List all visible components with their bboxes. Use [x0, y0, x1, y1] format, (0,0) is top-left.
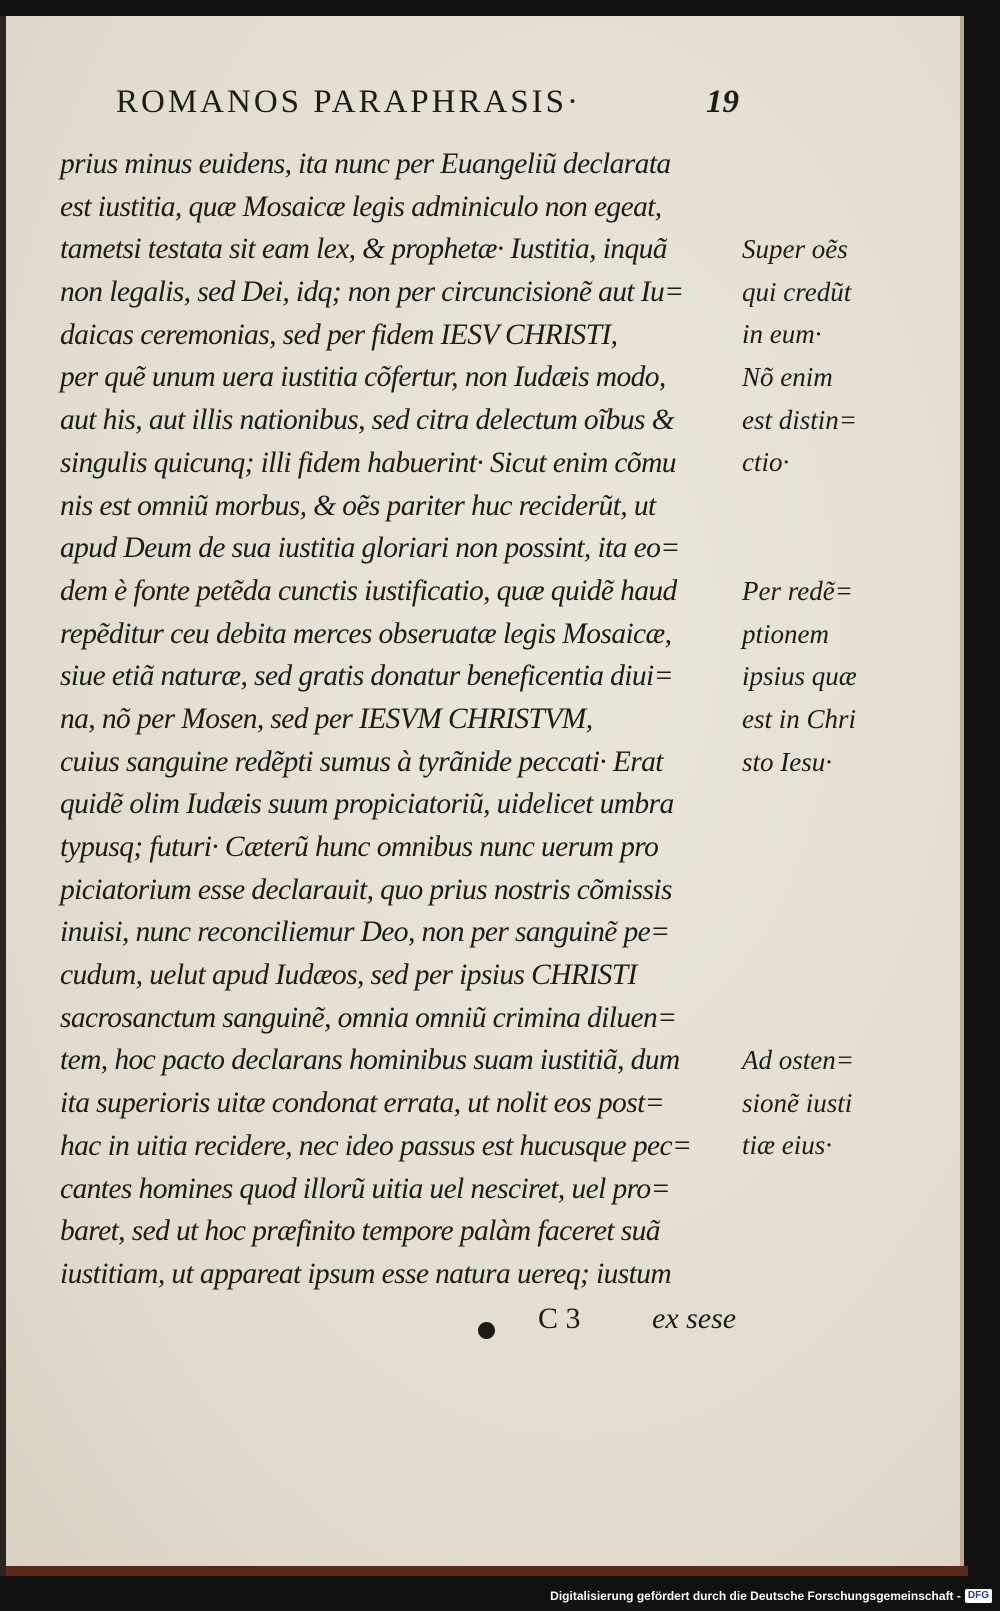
- text-line: siue etiã naturæ, sed gratis donatur beneficentia diui=: [60, 660, 673, 693]
- text-line: iustitiam, ut appareat ipsum esse natura uereq; iustum: [60, 1257, 672, 1290]
- text-line: quidẽ olim Iudæis suum propiciatoriũ, uidelicet umbra: [60, 788, 674, 821]
- catchword: ex sese: [652, 1302, 737, 1335]
- main-text-block: [60, 143, 740, 1296]
- text-line: ita superioris uitæ condonat errata, ut nolit eos post=: [60, 1087, 664, 1120]
- marginal-note-line: sionẽ iusti: [742, 1087, 853, 1118]
- text-line: daicas ceremonias, sed per fidem IESV CHRISTI,: [60, 318, 618, 351]
- marginal-note-per-redemptionem: [742, 570, 887, 783]
- text-line: sacrosanctum sanguinẽ, omnia omniũ crimina diluen=: [60, 1001, 677, 1034]
- marginal-note-line: ipsius quæ: [742, 661, 857, 692]
- text-line: apud Deum de sua iustitia gloriari non possint, ita eo=: [60, 532, 680, 565]
- page-footer-line: [470, 1302, 770, 1346]
- text-line: piciatorium esse declarauit, quo prius nostris cõmissis: [60, 873, 672, 906]
- signature-mark: C 3: [538, 1302, 581, 1335]
- marginal-note-line: Per redẽ=: [742, 576, 853, 606]
- text-line: na, nõ per Mosen, sed per IESVM CHRISTVM,: [60, 702, 593, 735]
- text-line: inuisi, nunc reconciliemur Deo, non per sanguinẽ pe=: [60, 916, 670, 949]
- marginal-note-line: ctio·: [742, 447, 790, 478]
- text-line: repẽditur ceu debita merces obseruatæ legis Mosaicæ,: [60, 617, 672, 650]
- digitization-credit-bar: [550, 1585, 992, 1607]
- text-line: cuius sanguine redẽpti sumus à tyrãnide peccati· Erat: [60, 745, 663, 778]
- marginal-note-line: est in Chri: [742, 704, 857, 735]
- text-line: non legalis, sed Dei, idq; non per circuncisionẽ aut Iu=: [60, 276, 684, 309]
- text-line: est iustitia, quæ Mosaicæ legis adminiculo non egeat,: [60, 190, 662, 223]
- marginal-note-line: Nõ enim: [742, 362, 833, 393]
- text-line: tametsi testata sit eam lex, & prophetæ· Iustitia, inquã: [60, 233, 667, 266]
- running-head: ROMANOS PARAPHRASIS·: [116, 84, 581, 120]
- text-line: typusq; futuri· Cæterũ hunc omnibus nunc uerum pro: [60, 831, 659, 863]
- marginal-note-line: qui credũt: [742, 276, 852, 307]
- page-number: 19: [706, 84, 739, 120]
- ornament-dot: [478, 1322, 495, 1339]
- text-line: baret, sed ut hoc præfinito tempore palàm faceret suã: [60, 1215, 660, 1248]
- text-line: singulis quicunq; illi fidem habuerint· Sicut enim cõmu: [60, 446, 676, 479]
- marginal-note-line: sto Iesu·: [742, 746, 832, 777]
- marginal-note-super-omnes: [742, 228, 887, 484]
- marginal-note-line: in eum·: [742, 319, 822, 350]
- text-line: dem è fonte petẽda cunctis iustificatio, quæ quidẽ haud: [60, 574, 677, 607]
- text-line: hac in uitia recidere, nec ideo passus est hucusque pec=: [60, 1129, 692, 1162]
- dfg-logo: DFG: [965, 1589, 992, 1603]
- text-line: cantes homines quod illorũ uitia uel nesciret, uel pro=: [60, 1172, 670, 1205]
- marginal-note-line: ptionem: [742, 618, 829, 649]
- digitization-credit-text: Digitalisierung gefördert durch die Deutsche Forschungsgemeinschaft -: [550, 1589, 961, 1603]
- text-line: prius minus euidens, ita nunc per Euangeliũ declarata: [60, 148, 671, 180]
- marginal-note-line: est distin=: [742, 404, 857, 435]
- text-line: nis est omniũ morbus, & oẽs pariter huc reciderũt, ut: [60, 489, 656, 522]
- text-line: cudum, uelut apud Iudæos, sed per ipsius CHRISTI: [60, 959, 637, 992]
- marginal-note-line: Ad osten=: [742, 1045, 854, 1075]
- text-line: tem, hoc pacto declarans hominibus suam iustitiã, dum: [60, 1044, 680, 1077]
- marginal-note-line: Super oẽs: [742, 234, 848, 264]
- text-line: per quẽ unum uera iustitia cõfertur, non Iudæis modo,: [60, 361, 666, 394]
- marginal-note-line: tiæ eius·: [742, 1130, 833, 1161]
- page-bottom-edge: [6, 1566, 968, 1576]
- text-line: aut his, aut illis nationibus, sed citra delectum oĩbus &: [60, 404, 674, 437]
- marginal-note-ad-ostensionem: [742, 1039, 887, 1167]
